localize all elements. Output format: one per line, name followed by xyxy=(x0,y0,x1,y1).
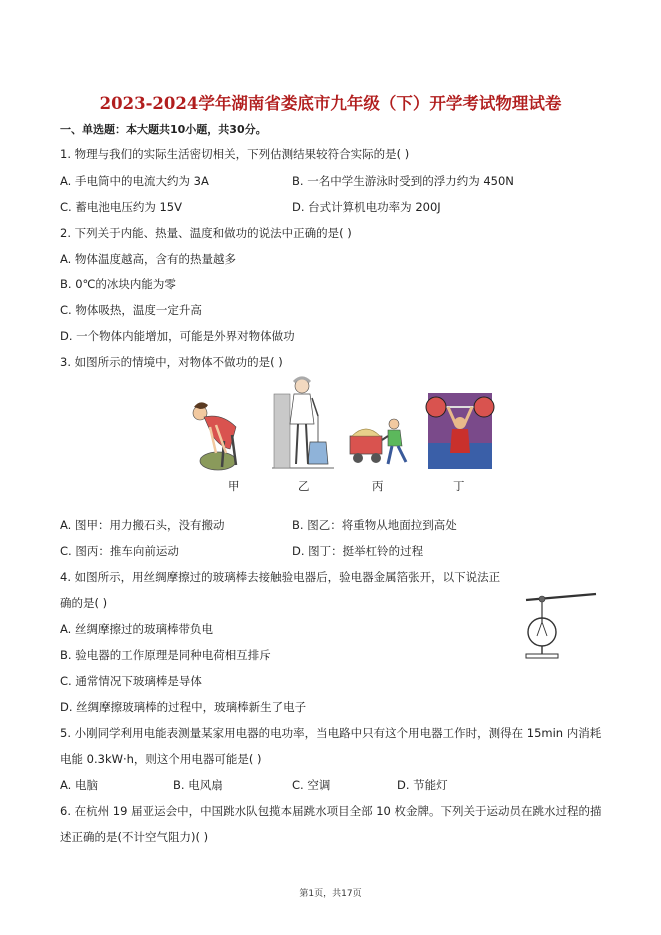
figure-jia-illustration xyxy=(188,395,248,473)
q5-option-a: A. 电脑 xyxy=(60,778,98,792)
q5-stem-line1: 5. 小刚同学利用电能表测量某家用电器的电功率，当电路中只有这个用电器工作时，测得在 15min 内消耗 xyxy=(60,726,602,740)
section-heading: 一、单选题：本大题共10小题，共30分。 xyxy=(60,123,267,136)
q3-option-c: C. 图丙：推车向前运动 xyxy=(60,544,179,558)
q5-option-c: C. 空调 xyxy=(292,778,331,792)
figure-caption-yi: 乙 xyxy=(298,479,310,493)
q1-option-c: C. 蓄电池电压约为 15V xyxy=(60,200,182,214)
q2-stem: 2. 下列关于内能、热量、温度和做功的说法中正确的是( ) xyxy=(60,226,352,240)
q4-option-d: D. 丝绸摩擦玻璃棒的过程中，玻璃棒新生了电子 xyxy=(60,700,307,714)
figure-caption-jia: 甲 xyxy=(228,479,240,493)
q2-option-b: B. 0℃的冰块内能为零 xyxy=(60,277,176,291)
q6-stem-line2: 述正确的是(不计空气阻力)( ) xyxy=(60,830,209,844)
electroscope-illustration xyxy=(508,592,598,662)
q1-stem: 1. 物理与我们的实际生活密切相关，下列估测结果较符合实际的是( ) xyxy=(60,147,410,161)
q4-option-b: B. 验电器的工作原理是同种电荷相互排斥 xyxy=(60,648,271,662)
q5-option-d: D. 节能灯 xyxy=(397,778,448,792)
figure-caption-ding: 丁 xyxy=(453,479,465,493)
q6-stem-line1: 6. 在杭州 19 届亚运会中，中国跳水队包揽本届跳水项目全部 10 枚金牌。下列关于运动员在跳水过程的描 xyxy=(60,804,602,818)
q1-option-d: D. 台式计算机电功率为 200J xyxy=(292,200,441,214)
q1-option-a: A. 手电筒中的电流大约为 3A xyxy=(60,174,209,188)
q4-option-c: C. 通常情况下玻璃棒是导体 xyxy=(60,674,202,688)
q3-option-b: B. 图乙：将重物从地面拉到高处 xyxy=(292,518,457,532)
q5-stem-line2: 电能 0.3kW·h，则这个用电器可能是( ) xyxy=(60,752,262,766)
q4-stem-line2: 确的是( ) xyxy=(60,596,108,610)
page-footer: 第1页，共17页 xyxy=(299,889,362,899)
q2-option-d: D. 一个物体内能增加，可能是外界对物体做功 xyxy=(60,329,295,343)
q4-option-a: A. 丝绸摩擦过的玻璃棒带负电 xyxy=(60,622,213,636)
q3-option-d: D. 图丁：挺举杠铃的过程 xyxy=(292,544,424,558)
q1-option-b: B. 一名中学生游泳时受到的浮力约为 450N xyxy=(292,174,514,188)
figure-ding-illustration xyxy=(428,393,492,469)
q4-stem-line1: 4. 如图所示，用丝绸摩擦过的玻璃棒去接触验电器后，验电器金属箔张开，以下说法正 xyxy=(60,570,501,584)
q2-option-c: C. 物体吸热，温度一定升高 xyxy=(60,303,202,317)
figure-yi-illustration xyxy=(272,376,334,470)
q5-option-b: B. 电风扇 xyxy=(173,778,223,792)
figure-caption-bing: 丙 xyxy=(372,479,384,493)
q2-option-a: A. 物体温度越高，含有的热量越多 xyxy=(60,252,236,266)
figure-bing-illustration xyxy=(348,418,410,468)
q3-option-a: A. 图甲：用力搬石头，没有搬动 xyxy=(60,518,225,532)
q3-stem: 3. 如图所示的情境中，对物体不做功的是( ) xyxy=(60,355,283,369)
page-title: 2023-2024学年湖南省娄底市九年级（下）开学考试物理试卷 xyxy=(99,94,562,113)
